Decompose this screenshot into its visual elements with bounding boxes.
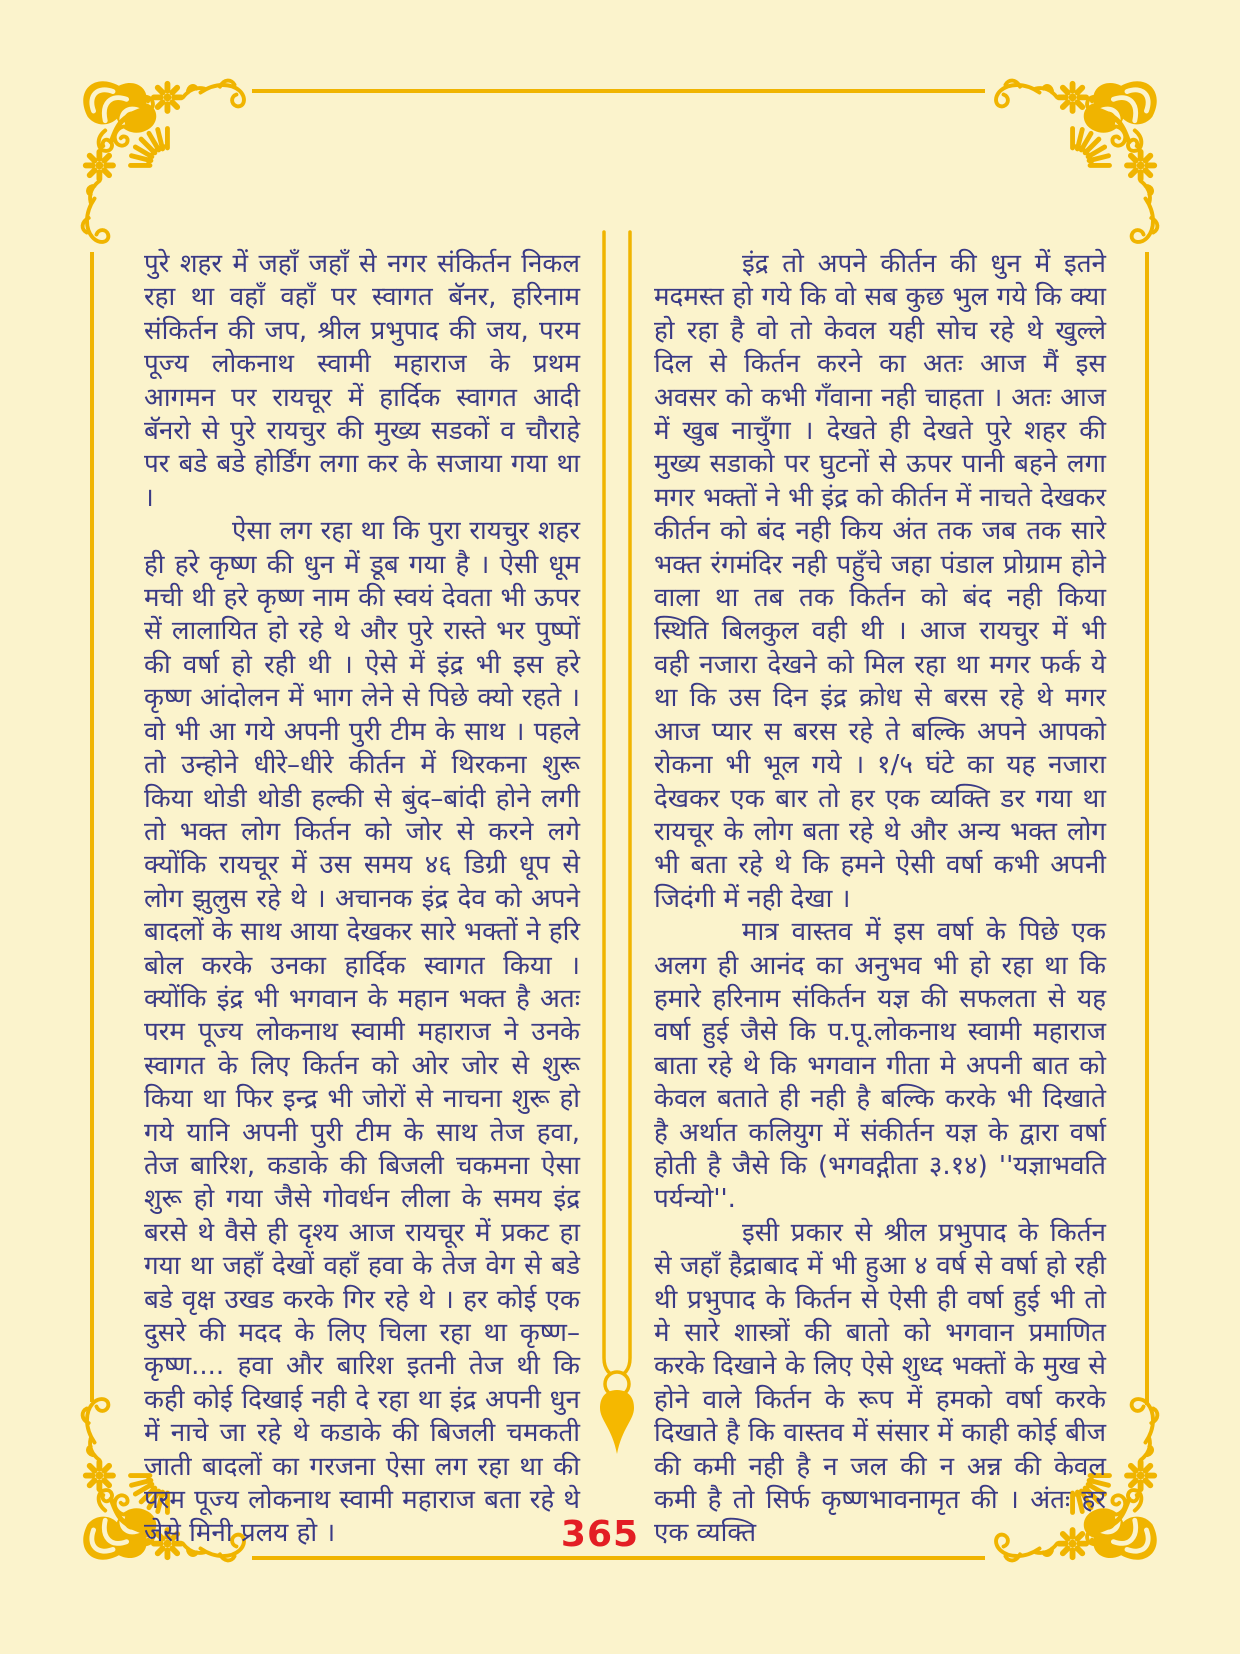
floral-corner-ornament-top-right-icon: [987, 76, 1162, 251]
frame-line-bottom: [252, 1556, 985, 1560]
kalam-nib-column-divider-icon: [588, 228, 646, 1468]
text-column-left: [144, 248, 580, 1551]
paragraph: इसी प्रकार से श्रील प्रभुपाद के किर्तन से जहाँ हैद्राबाद में भी हुआ ४ वर्ष से वर्षा हो रही थी प्रभुपाद के किर्तन से ऐसी ही वर्षा हुई भी तो मे सारे शास्त्रों की बातो को भगवान प्रमाणित करके दिखाने के लिए ऐसे शुध्द भक्तों के मुख से होने वाले किर्तन के रूप में हमको वर्षा करके दिखाते है कि वास्तव में संसार में काही कोई बीज की कमी नही है न जल की न अन्न की केवल कमी है तो सिर्फ कृष्णभावनामृत की । अंतः हर एक व्यक्ति: [654, 1217, 1107, 1549]
paragraph: मात्र वास्तव में इस वर्षा के पिछे एक अलग ही आनंद का अनुभव भी हो रहा था कि हमारे हरिनाम संकिर्तन यज्ञ की सफलता से यह वर्षा हुई जैसे कि प.पू.लोकनाथ स्वामी महाराज बाता रहे थे कि भगवान गीता मे अपनी बात को केवल बताते ही नही है बल्कि करके भी दिखाते है अर्थात कलियुग में संकीर्तन यज्ञ के द्वारा वर्षा होती है जैसे कि (भगवद्गीता ३.१४) ''यज्ञाभवति पर्यन्यो''.: [654, 917, 1106, 1215]
paragraph: ऐसा लग रहा था कि पुरा रायचुर शहर ही हरे कृष्ण की धुन में डूब गया है । ऐसी धूम मची थी हरे कृष्ण नाम की स्वयं देवता भी ऊपर सें लालायित हो रहे थे और पुरे रास्ते भर पुष्पों की वर्षा हो रही थी । ऐसे में इंद्र भी इस हरे कृष्ण आंदोलन में भाग लेने से पिछे क्यो रहते । वो भी आ गये अपनी पुरी टीम के साथ । पहले तो उन्होने धीरे–धीरे कीर्तन में थिरकना शुरू किया थोडी थोडी हल्की से बुंद–बांदी होने लगी तो भक्त लोग किर्तन को जोर से करने लगे क्योंकि रायचूर में उस समय ४६ डिग्री धूप से लोग झुलुस रहे थे । अचानक इंद्र देव को अपने बादलों के साथ आया देखकर सारे भक्तों ने हरि बोल करके उनका हार्दिक स्वागत किया । क्योंकि इंद्र भी भगवान के महान भक्त है अतः परम पूज्य लोकनाथ स्वामी महाराज ने उनके स्वागत के लिए किर्तन को ओर जोर से शुरू किया था फिर इन्द्र भी जोरों से नाचना शुरू हो गये यानि अपनी पुरी टीम के साथ तेज हवा, तेज बारिश, कडाके की बिजली चकमना ऐसा शुरू हो गया जैसे गोवर्धन लीला के समय इंद्र बरसे थे वैसे ही दृश्य आज रायचूर में प्रकट हा गया था जहाँ देखों वहाँ हवा के तेज वेग से बडे बडे वृक्ष उखड करके गिर रहे थे । हर कोई एक दुसरे की मदद के लिए चिला रहा था कृष्ण–कृष्ण.... हवा और बारिश इतनी तेज थी कि कही कोई दिखाई नही दे रहा था इंद्र अपनी धुन में नाचे जा रहे थे कडाके की बिजली चमकती जाती बादलों का गरजना ऐसा लग रहा था की परम पूज्य लोकनाथ स्वामी महाराज बता रहे थे जेसे मिनी प्रलय हो ।: [144, 516, 580, 1549]
frame-line-top: [252, 89, 985, 93]
text-column-right: [654, 248, 1106, 1551]
floral-corner-ornament-top-left-icon: [78, 76, 253, 251]
page-number: 365: [560, 1514, 640, 1555]
paragraph: पुरे शहर में जहाँ जहाँ से नगर संकिर्तन निकल रहा था वहाँ वहाँ पर स्वागत बॅनर, हरिनाम संकिर्तन की जप, श्रील प्रभुपाद की जय, परम पूज्य लोकनाथ स्वामी महाराज के प्रथम आगमन पर रायचूर में हार्दिक स्वागत आदी बॅनरो से पुरे रायचुर की मुख्य सडकों व चौराहे पर बडे बडे होर्डिंग लगा कर के सजाया गया था ।: [144, 249, 580, 513]
paragraph: इंद्र तो अपने कीर्तन की धुन में इतने मदमस्त हो गये कि वो सब कुछ भुल गये कि क्या हो रहा है वो तो केवल यही सोच रहे थे खुल्ले दिल से किर्तन करने का अतः आज मैं इस अवसर को कभी गँवाना नही चाहता । अतः आज में खुब नाचुँगा । देखते ही देखते पुरे शहर की मुख्य सडाको पर घुटनों से ऊपर पानी बहने लगा मगर भक्तों ने भी इंद्र को कीर्तन में नाचते देखकर कीर्तन को बंद नही किय अंत तक जब तक सारे भक्त रंगमंदिर नही पहुँचे जहा पंडाल प्रोग्राम होने वाला था तब तक किर्तन को बंद नही किया स्थिति बिलकुल वही थी । आज रायचुर में भी वही नजारा देखने को मिल रहा था मगर फर्क ये था कि उस दिन इंद्र क्रोध से बरस रहे थे मगर आज प्यार स बरस रहे ते बल्कि अपने आपको रोकना भी भूल गये । १/५ घंटे का यह नजारा देखकर एक बार तो हर एक व्यक्ति डर गया था रायचूर के लोग बता रहे थे और अन्य भक्त लोग भी बता रहे थे कि हमने ऐसी वर्षा कभी अपनी जिदंगी में नही देखा ।: [654, 249, 1106, 914]
frame-line-left: [90, 252, 94, 1402]
frame-line-right: [1145, 252, 1149, 1405]
